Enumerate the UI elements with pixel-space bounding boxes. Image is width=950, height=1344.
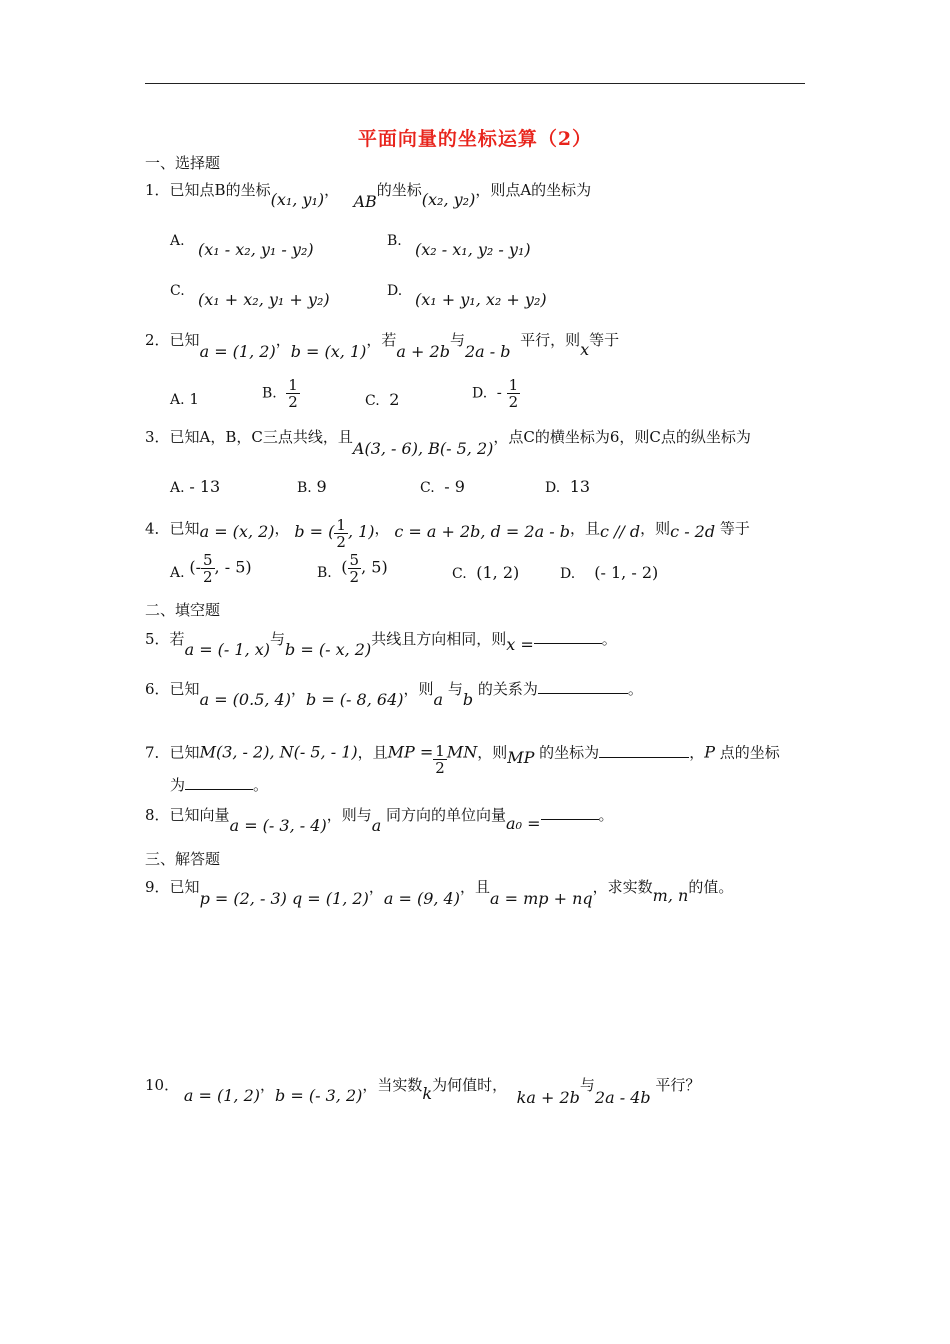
question-text: ，则与 [326, 806, 372, 824]
numerator: 1 [435, 742, 445, 760]
punct: 。 [598, 806, 614, 824]
option-d-value: (x₁ + y₁, x₂ + y₂) [415, 290, 547, 309]
question-text: ，则 [403, 680, 434, 698]
question-text: 的关系为 [477, 680, 538, 698]
punct: ， [368, 878, 384, 896]
fraction [433, 743, 447, 776]
math-expr: a = (x, 2) [199, 521, 275, 541]
option-value: 13 [569, 477, 591, 496]
option-label: B. [262, 385, 277, 402]
question-text: ，且 [459, 878, 490, 896]
option-label: A. [170, 480, 185, 496]
numerator: 1 [288, 376, 298, 394]
question-number: 1． [145, 181, 170, 199]
denominator: 2 [336, 533, 346, 551]
option-value: (1, 2) [476, 563, 520, 582]
punct: 。 [627, 680, 643, 698]
option-b[interactable] [297, 477, 327, 496]
math-expr: a [371, 816, 382, 835]
question-number: 3． [145, 428, 170, 446]
question-text: 共线且方向相同，则 [371, 630, 507, 648]
question-number: 6． [145, 680, 170, 698]
answer-blank[interactable] [599, 743, 689, 758]
question-text: 为何值时， [432, 1076, 508, 1094]
math-expr: b = (- x, 2) [285, 640, 372, 659]
question-text: 与 [579, 1076, 595, 1094]
option-c[interactable] [365, 390, 399, 409]
question-text: 与 [449, 331, 465, 349]
numerator: 1 [336, 516, 346, 534]
punct: ， [689, 743, 705, 762]
math-expr: 2a - 4b [594, 1088, 651, 1107]
question-number: 8． [145, 806, 170, 824]
question-9 [145, 878, 734, 908]
question-text: 为 [170, 776, 186, 794]
option-b-value: (x₂ - x₁, y₂ - y₁) [415, 240, 531, 259]
minus-sign: - [496, 383, 502, 402]
question-text: 已知 [169, 519, 200, 538]
question-text: 与 [447, 680, 463, 698]
math-expr: a = (- 3, - 4) [229, 816, 327, 835]
question-text: 的值。 [688, 878, 734, 896]
question-text: ，求实数 [592, 878, 653, 896]
option-label: A. [170, 564, 185, 581]
math-expr: p = (2, - 3) q = (1, 2) [199, 889, 369, 908]
option-b[interactable] [262, 377, 300, 410]
answer-blank[interactable] [541, 805, 599, 820]
option-label: A. [170, 233, 185, 249]
question-7-continued [170, 775, 268, 794]
option-label: C. [452, 566, 467, 582]
question-text: 已知A，B，C三点共线，且 [169, 428, 353, 446]
question-1 [145, 181, 592, 211]
option-d[interactable] [387, 281, 402, 299]
question-text: 已知点B的坐标 [169, 181, 271, 199]
math-expr: MP [507, 747, 535, 767]
question-8 [145, 805, 614, 835]
option-label: D. [545, 480, 561, 496]
numerator: 5 [349, 551, 360, 569]
question-text: 平行，则 [520, 331, 581, 349]
option-label: B. [387, 233, 402, 249]
header-rule [145, 83, 805, 84]
question-text: 等于 [589, 331, 620, 349]
option-label: D. [387, 283, 403, 299]
option-label: B. [297, 480, 312, 496]
math-expr: a₀ = [506, 814, 541, 833]
question-text: 同方向的单位向量 [386, 806, 507, 824]
option-c-value: (x₁ + x₂, y₁ + y₂) [198, 290, 330, 309]
punct: ， [275, 331, 291, 349]
question-text: 已知 [169, 878, 200, 896]
answer-blank[interactable] [534, 629, 602, 644]
math-expr: (x₁, y₁) [270, 190, 325, 209]
answer-blank[interactable] [185, 775, 253, 790]
option-label: A. [170, 392, 185, 408]
question-text: ，则点A的坐标为 [475, 181, 592, 199]
numerator: 1 [508, 376, 519, 394]
math-expr: a + 2b [396, 342, 450, 361]
math-expr: a = (1, 2) [183, 1086, 261, 1105]
question-text: 与 [270, 630, 286, 648]
math-expr: c // d [599, 521, 641, 541]
question-number: 10． [145, 1076, 180, 1094]
question-10 [145, 1076, 701, 1107]
question-number: 2． [145, 331, 170, 349]
math-expr: x = [506, 635, 534, 654]
math-expr: a = (0.5, 4) [199, 690, 291, 709]
numerator: 5 [203, 551, 213, 569]
math-expr: (x₂, y₂) [421, 190, 476, 209]
math-expr: MN [446, 742, 478, 762]
option-a[interactable] [170, 477, 220, 496]
punct: 。 [253, 776, 269, 794]
denominator: 2 [349, 568, 360, 586]
question-text: 已知 [169, 680, 200, 698]
math-expr: AB [353, 192, 377, 211]
option-value: - 9 [444, 477, 465, 496]
math-expr: a = (1, 2) [199, 342, 276, 361]
question-text: 的坐标为 [539, 743, 600, 762]
math-expr: , 5) [361, 557, 388, 577]
option-a[interactable] [170, 231, 185, 249]
math-expr: b = (x, 1) [290, 342, 367, 361]
math-expr: b [462, 690, 474, 709]
question-number: 5． [145, 630, 170, 648]
math-expr: a = mp + nq [489, 889, 593, 908]
option-value: 9 [316, 477, 327, 496]
option-value: 1 [189, 390, 199, 408]
punct: 。 [601, 630, 617, 648]
math-expr: a [433, 690, 444, 709]
math-expr: ka + 2b [516, 1088, 580, 1107]
option-value: (- 1, - 2) [594, 563, 659, 582]
math-expr: MP = [387, 742, 434, 762]
math-expr: b = ( [294, 521, 335, 541]
question-number: 4． [145, 519, 170, 538]
section-heading-fill: 二、填空题 [145, 601, 221, 619]
question-2 [145, 331, 620, 361]
math-expr: M(3, - 2), N(- 5, - 1) [199, 742, 358, 762]
denominator: 2 [203, 568, 213, 586]
punct: ， [260, 1076, 276, 1094]
math-expr: , - 5) [214, 557, 252, 577]
question-text: ，则 [640, 519, 671, 538]
math-expr: P [704, 742, 715, 762]
question-text: ，则 [477, 743, 508, 762]
math-expr: 2a - b [464, 342, 511, 361]
math-expr: a = (9, 4) [383, 889, 460, 908]
page-title: 平面向量的坐标运算（2） [357, 128, 593, 150]
section-heading-solve: 三、解答题 [145, 850, 221, 868]
question-3 [145, 428, 751, 458]
option-label: C. [170, 283, 185, 299]
option-a[interactable] [170, 390, 199, 408]
math-expr: c - 2d [670, 521, 716, 541]
option-c[interactable] [170, 281, 185, 299]
math-expr: b = (- 8, 64) [305, 690, 404, 709]
question-number: 9． [145, 878, 170, 896]
denominator: 2 [435, 759, 445, 777]
question-text: ，点C的横坐标为6，则C点的纵坐标为 [493, 428, 751, 446]
question-text: 若 [169, 630, 185, 648]
option-d[interactable] [472, 377, 520, 410]
question-text: ，当实数 [362, 1076, 423, 1094]
question-text: ，且 [569, 519, 600, 538]
question-6 [145, 679, 643, 709]
fraction [201, 552, 215, 585]
question-text: 已知 [169, 743, 200, 762]
question-5 [145, 629, 617, 659]
math-expr: x [580, 340, 590, 359]
option-b[interactable] [317, 552, 388, 585]
fraction [286, 377, 300, 410]
fraction [334, 517, 348, 550]
question-7 [145, 737, 780, 777]
punct: ， [374, 519, 390, 538]
math-expr: ( [341, 557, 348, 577]
question-text: 平行？ [655, 1076, 701, 1094]
question-text: 已知 [169, 331, 200, 349]
option-label: D. [472, 385, 488, 402]
option-label: C. [420, 480, 435, 496]
section-heading-choice: 一、选择题 [145, 154, 221, 172]
option-value: - 13 [189, 477, 221, 496]
math-expr: c = a + 2b, d = 2a - b [394, 521, 570, 541]
math-expr: , 1) [347, 521, 375, 541]
math-expr: (- [189, 557, 201, 577]
option-label: B. [317, 564, 332, 581]
question-text: 等于 [719, 519, 750, 538]
option-a-value: (x₁ - x₂, y₁ - y₂) [198, 240, 314, 259]
math-expr: a = (- 1, x) [184, 640, 271, 659]
punct: ， [274, 519, 290, 538]
option-b[interactable] [387, 231, 402, 249]
question-text: ，若 [366, 331, 397, 349]
option-d[interactable] [560, 563, 658, 582]
option-c[interactable] [420, 477, 465, 496]
math-expr: m, n [652, 886, 689, 905]
question-number: 7． [145, 743, 170, 762]
question-text: 已知向量 [169, 806, 230, 824]
option-label: D. [560, 566, 576, 582]
option-c[interactable] [452, 563, 519, 582]
answer-blank[interactable] [538, 679, 628, 694]
punct: ， [324, 181, 340, 199]
denominator: 2 [508, 393, 519, 411]
option-d[interactable] [545, 477, 590, 496]
option-label: C. [365, 393, 380, 409]
question-4 [145, 513, 750, 551]
denominator: 2 [288, 393, 298, 411]
option-value: 2 [389, 390, 400, 409]
option-a[interactable] [170, 552, 252, 585]
fraction [507, 377, 521, 410]
math-expr: b = (- 3, 2) [275, 1086, 363, 1105]
question-text: 的坐标 [376, 181, 422, 199]
punct: ， [290, 680, 306, 698]
question-text: ，且 [357, 743, 388, 762]
question-text: 点的坐标 [719, 743, 780, 762]
math-expr: A(3, - 6), B(- 5, 2) [352, 439, 494, 458]
fraction [348, 552, 362, 585]
math-expr: k [422, 1084, 433, 1103]
